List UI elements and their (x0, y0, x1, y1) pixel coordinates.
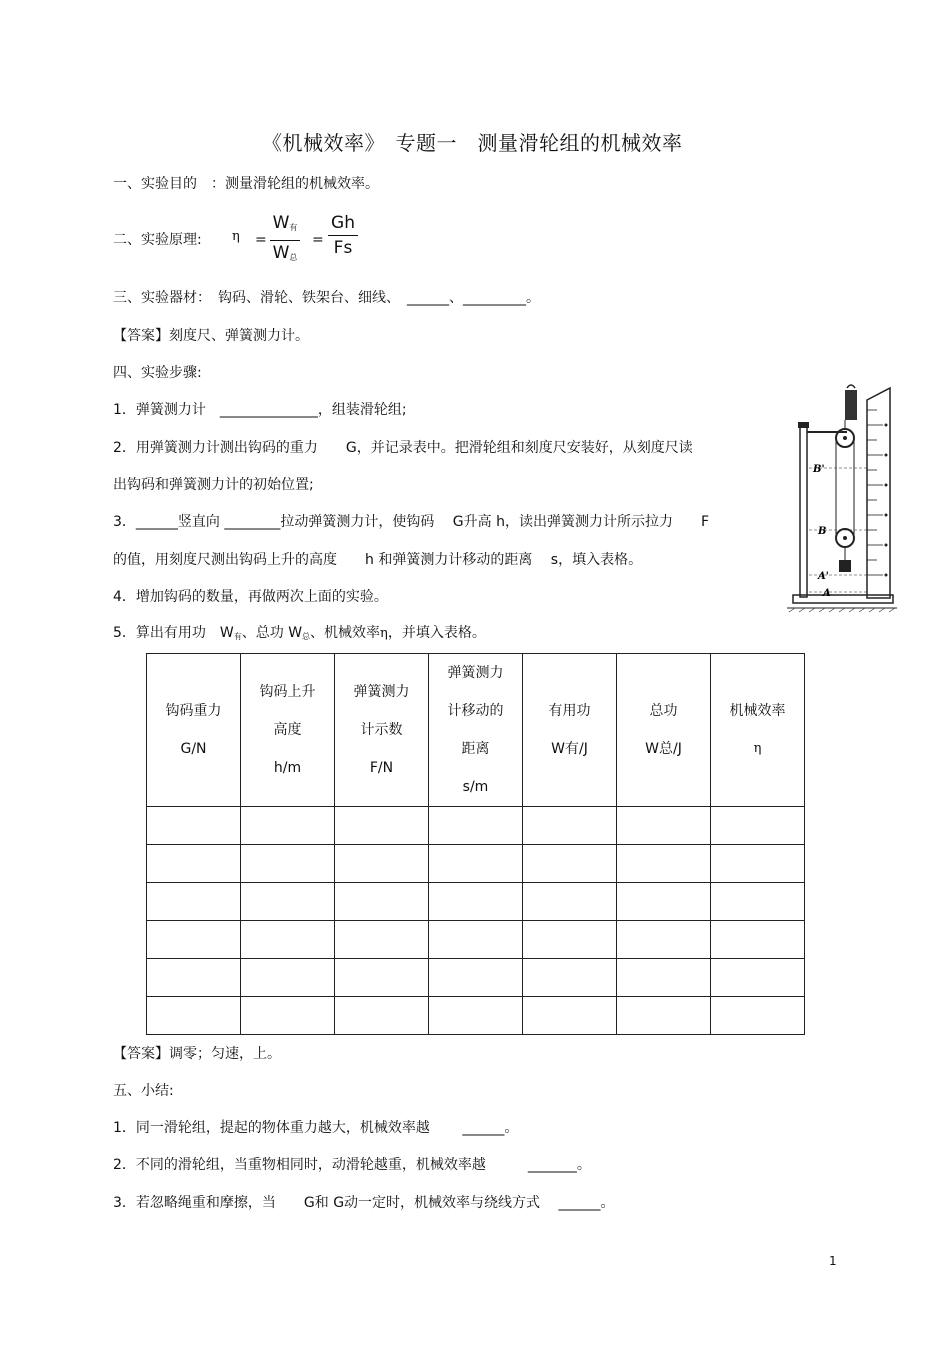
header-weight: 钩码重力 G/N (147, 654, 241, 807)
table-cell[interactable] (429, 997, 523, 1035)
label-b-prime: B' (813, 464, 825, 475)
step-5: 5．算出有用功 $W_有$、总功 $W_总$、机械效率η，并填入表格。 (113, 625, 486, 641)
table-cell[interactable] (711, 807, 805, 845)
table-cell[interactable] (523, 921, 617, 959)
step-2a: 2．用弹簧测力计测出钩码的重力 G，并记录表中。把滑轮组和刻度尺安装好，从刻度尺读 (113, 440, 693, 456)
table-cell[interactable] (711, 997, 805, 1035)
table-cell[interactable] (711, 959, 805, 997)
summary-1: 1．同一滑轮组，提起的物体重力越大，机械效率越 ______。 (113, 1120, 519, 1136)
section-objective: 一、实验目的 ：测量滑轮组的机械效率。 (113, 176, 379, 192)
summary-2: 2．不同的滑轮组，当重物相同时，动滑轮越重，机械效率越 _______。 (113, 1157, 591, 1173)
data-table (146, 653, 805, 1035)
table-cell[interactable] (429, 959, 523, 997)
answer-2: 【答案】调零；匀速，上。 (113, 1046, 281, 1062)
fraction-ghfs: Gh Fs (328, 213, 358, 258)
table-cell[interactable] (147, 883, 241, 921)
answer-1: 【答案】刻度尺、弹簧测力计。 (113, 328, 309, 344)
header-force: 弹簧测力 计示数 F/N (335, 654, 429, 807)
table-cell[interactable] (711, 845, 805, 883)
table-cell[interactable] (429, 883, 523, 921)
table-cell[interactable] (335, 997, 429, 1035)
table-row (147, 807, 805, 845)
table-cell[interactable] (241, 883, 335, 921)
table-cell[interactable] (241, 959, 335, 997)
table-row (147, 997, 805, 1035)
step-1: 1．弹簧测力计 ______________，组装滑轮组; (113, 402, 407, 418)
table-cell[interactable] (147, 959, 241, 997)
step-3a: 3．______竖直向 ________拉动弹簧测力计，使钩码 G升高 h，读出弹簧测力计所示拉力 F (113, 514, 710, 530)
table-cell[interactable] (617, 959, 711, 997)
step-2b: 出钩码和弹簧测力计的初始位置; (113, 477, 314, 493)
table-cell[interactable] (711, 883, 805, 921)
eta-symbol: η (232, 229, 240, 244)
header-useful-work: 有用功 W有/J (523, 654, 617, 807)
table-cell[interactable] (523, 959, 617, 997)
table-row (147, 845, 805, 883)
table-cell[interactable] (147, 921, 241, 959)
label-b: B (818, 526, 827, 537)
table-cell[interactable] (335, 883, 429, 921)
table-cell[interactable] (241, 921, 335, 959)
section-equipment: 三、实验器材： 钩码、滑轮、铁架台、细线、 ______、_________。 (113, 290, 540, 306)
table-cell[interactable] (617, 921, 711, 959)
table-row (147, 959, 805, 997)
page-number: 1 (829, 1254, 837, 1268)
table-cell[interactable] (147, 997, 241, 1035)
table-cell[interactable] (335, 845, 429, 883)
label-a: A (823, 588, 831, 599)
header-efficiency: 机械效率 η (711, 654, 805, 807)
table-cell[interactable] (147, 845, 241, 883)
header-distance: 弹簧测力 计移动的 距离 s/m (429, 654, 523, 807)
header-height: 钩码上升 高度 h/m (241, 654, 335, 807)
table-cell[interactable] (523, 845, 617, 883)
equals-sign-2: = (312, 232, 324, 248)
section-summary: 五、小结: (113, 1083, 174, 1099)
table-cell[interactable] (241, 997, 335, 1035)
table-cell[interactable] (617, 997, 711, 1035)
table-cell[interactable] (429, 845, 523, 883)
table-cell[interactable] (523, 807, 617, 845)
section-principle-label: 二、实验原理: (113, 232, 202, 248)
equals-sign: = (255, 232, 267, 248)
table-cell[interactable] (335, 921, 429, 959)
table-cell[interactable] (335, 959, 429, 997)
table-row (147, 883, 805, 921)
table-cell[interactable] (711, 921, 805, 959)
summary-3: 3．若忽略绳重和摩擦，当 G和 G动一定时，机械效率与绕线方式 ______。 (113, 1195, 615, 1211)
label-a-prime: A' (818, 571, 829, 582)
table-cell[interactable] (147, 807, 241, 845)
pulley-apparatus-figure (785, 380, 905, 615)
table-cell[interactable] (617, 845, 711, 883)
table-cell[interactable] (617, 883, 711, 921)
table-cell[interactable] (523, 997, 617, 1035)
table-row (147, 921, 805, 959)
table-cell[interactable] (335, 807, 429, 845)
table-cell[interactable] (429, 807, 523, 845)
section-steps: 四、实验步骤: (113, 365, 202, 381)
table-cell[interactable] (429, 921, 523, 959)
table-cell[interactable] (241, 845, 335, 883)
step-3b: 的值，用刻度尺测出钩码上升的高度 h 和弹簧测力计移动的距离 s，填入表格。 (113, 552, 643, 568)
table-cell[interactable] (241, 807, 335, 845)
table-cell[interactable] (617, 807, 711, 845)
header-total-work: 总功 W总/J (617, 654, 711, 807)
table-header-row (147, 654, 805, 807)
table-cell[interactable] (523, 883, 617, 921)
page-title: 《机械效率》 专题一 测量滑轮组的机械效率 (262, 131, 683, 155)
step-4: 4．增加钩码的数量，再做两次上面的实验。 (113, 589, 388, 605)
fraction-w: $W_有$ $W_总$ (270, 213, 300, 268)
